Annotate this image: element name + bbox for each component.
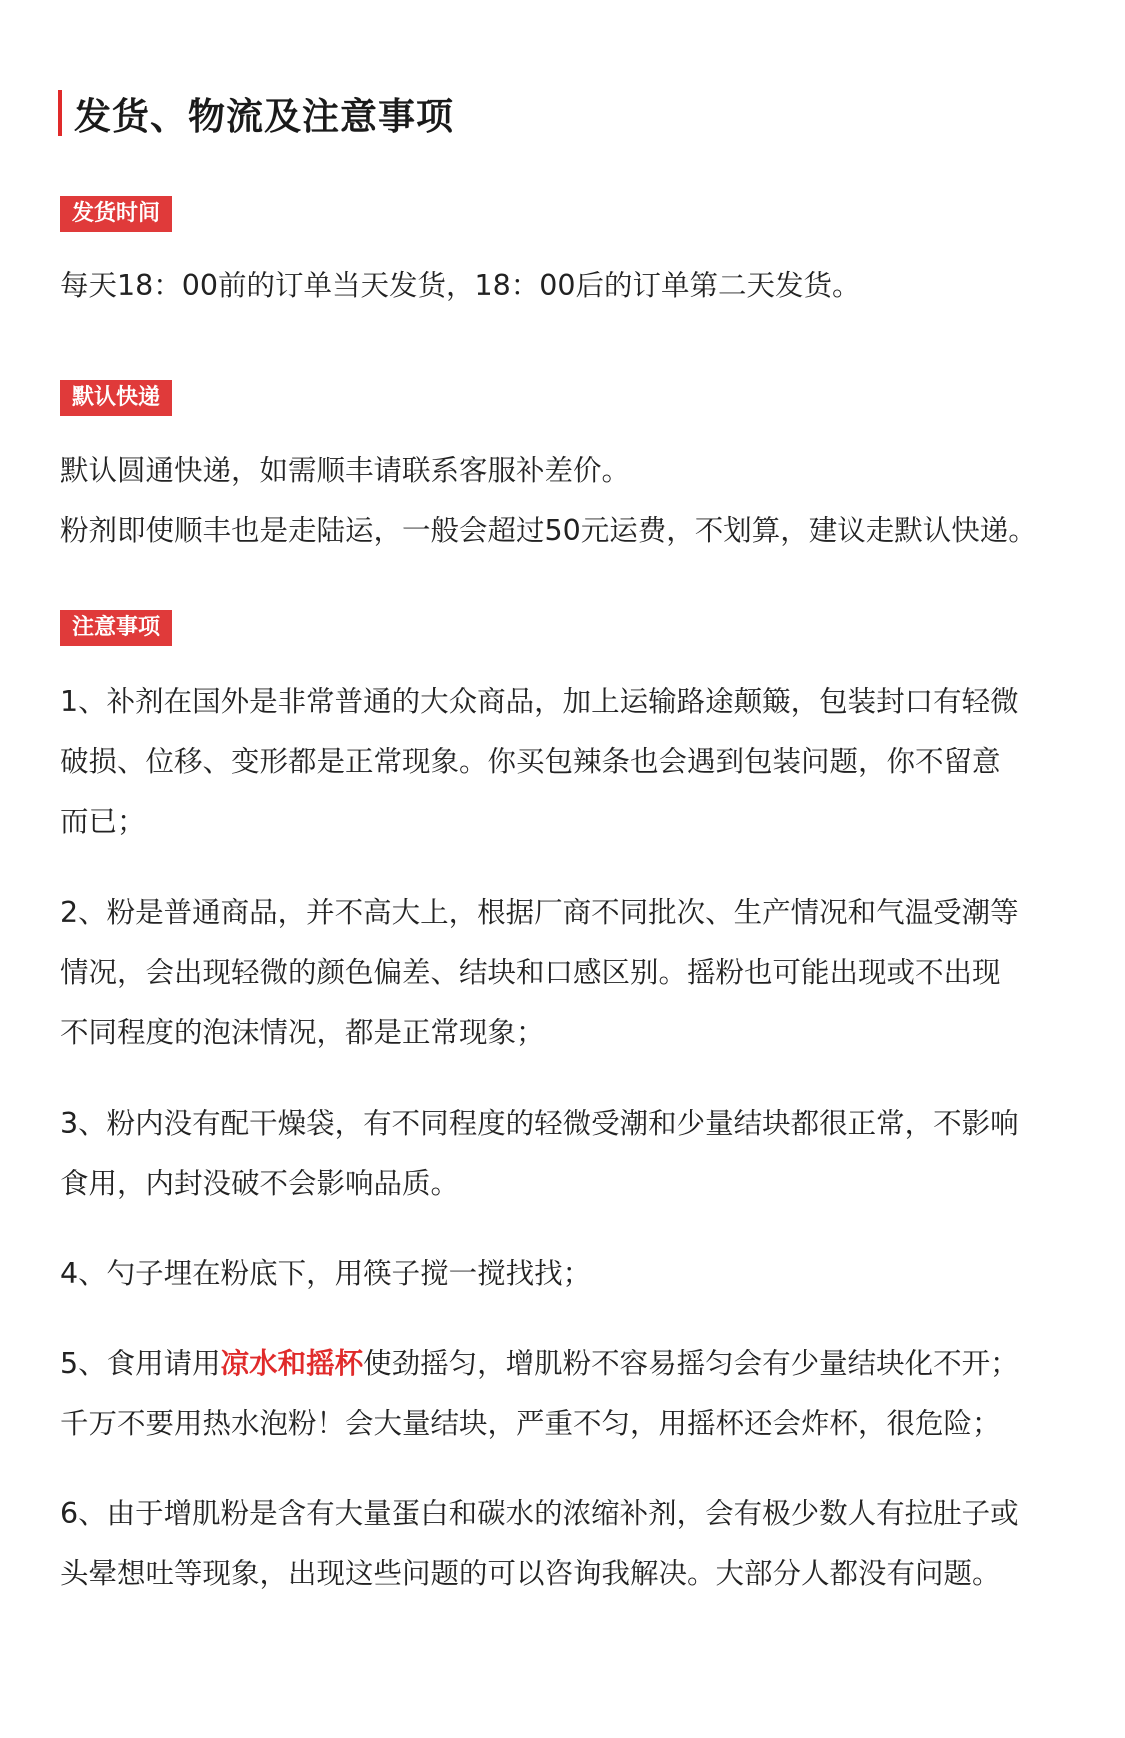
note-item-5-suffix: 使劲摇匀，增肌粉不容易摇匀会有少量结块化不开；: [363, 1347, 1019, 1380]
note-item-6: [60, 1484, 1070, 1604]
note-item-4-line-1: 4、勺子埋在粉底下，用筷子搅一搅找找；: [60, 1257, 592, 1290]
shipping-time-line: 每天18：00前的订单当天发货，18：00后的订单第二天发货。: [60, 269, 861, 302]
page-title-text: 发货、物流及注意事项: [74, 95, 454, 138]
note-item-3-line-1: 3、粉内没有配干燥袋，有不同程度的轻微受潮和少量结块都很正常，不影响: [60, 1107, 1019, 1140]
note-item-5-line-1: [60, 1334, 1070, 1394]
note-item-6-line-1: 6、由于增肌粉是含有大量蛋白和碳水的浓缩补剂，会有极少数人有拉肚子或: [60, 1497, 1019, 1530]
note-item-1: [60, 672, 1070, 852]
note-item-1-line-2: 破损、位移、变形都是正常现象。你买包辣条也会遇到包装问题，你不留意: [60, 745, 1001, 778]
notes-tag: 注意事项: [60, 610, 172, 646]
default-courier-text: [60, 441, 1070, 561]
note-item-3: [60, 1094, 1070, 1214]
note-item-2: [60, 883, 1070, 1063]
note-item-5-line-2: 千万不要用热水泡粉！会大量结块，严重不匀，用摇杯还会炸杯，很危险；: [60, 1407, 1001, 1440]
note-item-4: [60, 1244, 1070, 1304]
default-courier-line-1: 默认圆通快递，如需顺丰请联系客服补差价。: [60, 454, 631, 487]
page-title: [58, 88, 454, 138]
default-courier-tag: 默认快递: [60, 380, 172, 416]
note-item-1-line-3: 而已；: [60, 805, 146, 838]
note-item-5-highlight: 凉水和摇杯: [220, 1347, 364, 1380]
note-item-6-line-2: 头晕想吐等现象，出现这些问题的可以咨询我解决。大部分人都没有问题。: [60, 1557, 1001, 1590]
note-item-1-line-1: 1、补剂在国外是非常普通的大众商品，加上运输路途颠簸，包装封口有轻微: [60, 685, 1019, 718]
note-item-5-prefix: 5、食用请用: [60, 1347, 221, 1380]
note-item-2-line-2: 情况，会出现轻微的颜色偏差、结块和口感区别。摇粉也可能出现或不出现: [60, 956, 1001, 989]
note-item-5: [60, 1334, 1070, 1454]
note-item-3-line-2: 食用，内封没破不会影响品质。: [60, 1167, 460, 1200]
shipping-time-text: [60, 256, 1070, 316]
default-courier-line-2: 粉剂即使顺丰也是走陆运，一般会超过50元运费，不划算，建议走默认快递。: [60, 514, 1037, 547]
note-item-2-line-3: 不同程度的泡沫情况，都是正常现象；: [60, 1016, 545, 1049]
shipping-time-tag: 发货时间: [60, 196, 172, 232]
note-item-2-line-1: 2、粉是普通商品，并不高大上，根据厂商不同批次、生产情况和气温受潮等: [60, 896, 1019, 929]
title-accent-bar: [58, 90, 62, 136]
